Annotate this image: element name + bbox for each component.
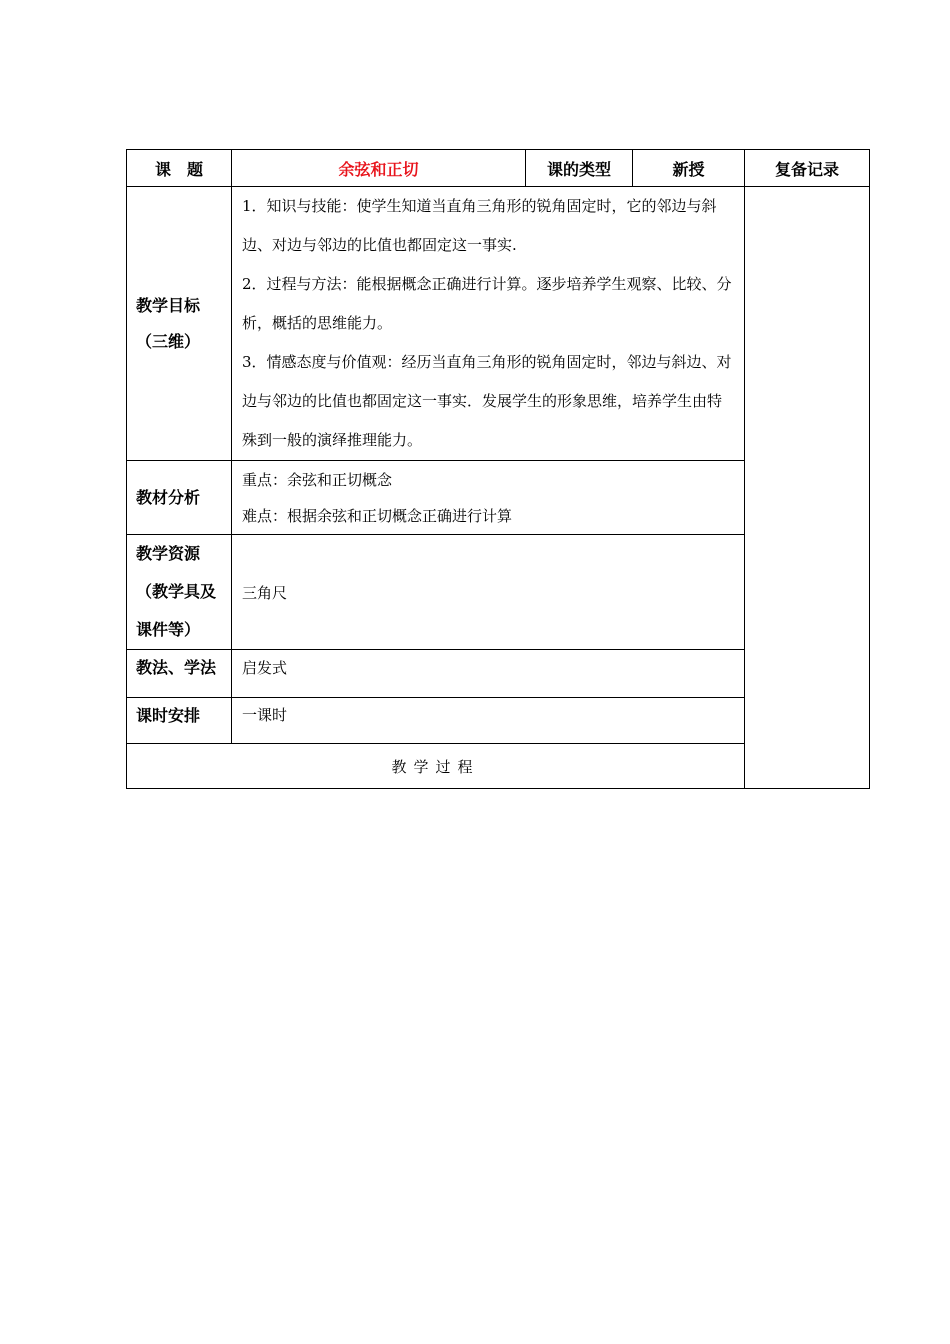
difficulty-point: 难点：根据余弦和正切概念正确进行计算 bbox=[242, 506, 513, 525]
methods-value: 启发式 bbox=[232, 650, 745, 698]
goals-row bbox=[127, 187, 870, 461]
schedule-label: 课时安排 bbox=[127, 698, 232, 744]
goals-label-line2: （三维） bbox=[136, 331, 201, 351]
resources-label bbox=[127, 535, 232, 650]
resources-value: 三角尺 bbox=[232, 535, 745, 650]
teaching-process-heading: 教学过程 bbox=[127, 744, 745, 789]
lesson-type-value: 新授 bbox=[633, 150, 745, 187]
revision-record-label: 复备记录 bbox=[745, 150, 870, 187]
analysis-label: 教材分析 bbox=[127, 461, 232, 535]
analysis-content bbox=[232, 461, 745, 535]
topic-label: 课 题 bbox=[127, 150, 232, 187]
lesson-title: 余弦和正切 bbox=[232, 150, 526, 187]
resources-label-line1: 教学资源 bbox=[136, 544, 201, 563]
resources-label-line2: （教学具及 bbox=[136, 582, 217, 601]
header-row bbox=[127, 150, 870, 187]
resources-label-line3: 课件等） bbox=[136, 620, 201, 639]
goal-item-3: 3．情感态度与价值观：经历当直角三角形的锐角固定时，邻边与斜边、对边与邻边的比值也都固定这一事实．发展学生的形象思维，培养学生由特殊到一般的演绎推理能力。 bbox=[242, 353, 732, 449]
lesson-type-label: 课的类型 bbox=[526, 150, 633, 187]
goals-label bbox=[127, 187, 232, 461]
goal-item-2: 2．过程与方法：能根据概念正确进行计算。逐步培养学生观察、比较、分析，概括的思维能力。 bbox=[242, 275, 732, 332]
lesson-plan-table bbox=[126, 149, 870, 789]
schedule-value: 一课时 bbox=[232, 698, 745, 744]
goal-item-1: 1．知识与技能：使学生知道当直角三角形的锐角固定时，它的邻边与斜边、对边与邻边的比值也都固定这一事实. bbox=[242, 197, 717, 254]
revision-record-area bbox=[745, 187, 870, 789]
key-point: 重点：余弦和正切概念 bbox=[242, 470, 393, 489]
goals-content bbox=[232, 187, 745, 461]
methods-label: 教法、学法 bbox=[127, 650, 232, 698]
goals-label-line1: 教学目标 bbox=[136, 295, 201, 315]
